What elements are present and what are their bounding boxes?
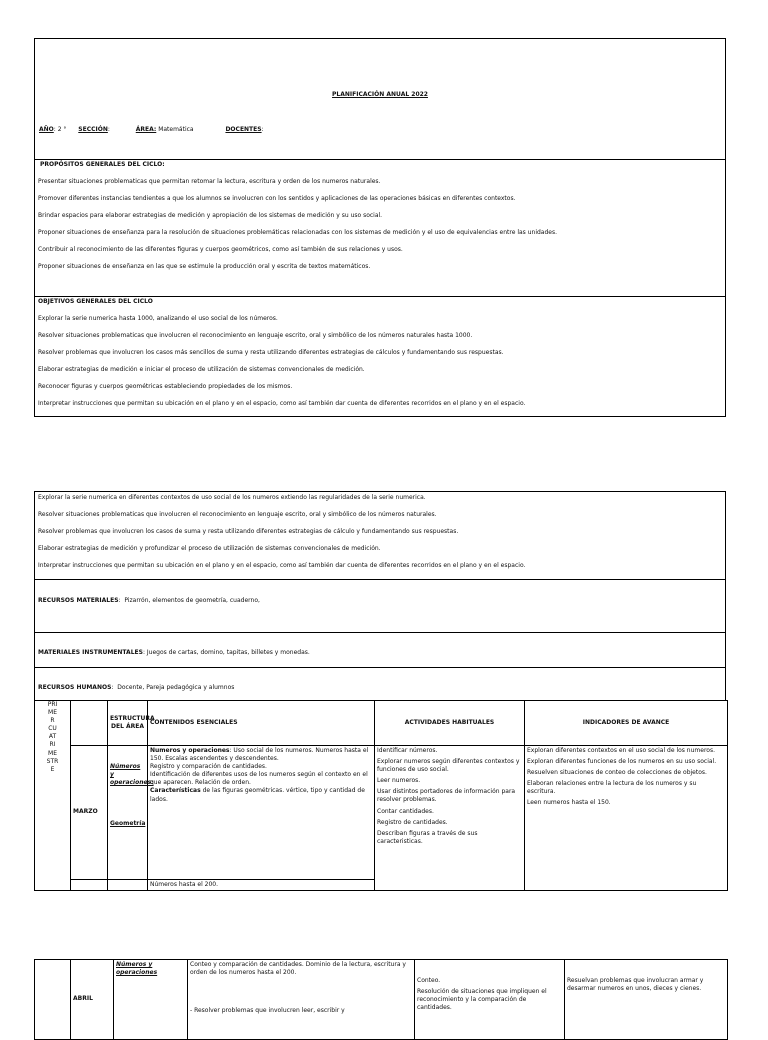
docentes-label: DOCENTES	[225, 126, 262, 133]
actividad-item: Resolución de situaciones que impliquen el reconocimiento y la comparación de cantidades.	[417, 988, 547, 1012]
recursos-humanos-label: RECURSOS HUMANOS	[38, 684, 112, 691]
recursos-humanos-value: Docente, Pareja pedagógica y alumnos	[117, 684, 235, 691]
indicador-item: Resuelvan problemas que involucran armar y desarmar numeros en unos, dieces y cienes.	[567, 977, 704, 993]
period-cell-abril	[35, 960, 71, 1040]
anio-label: AÑO	[39, 126, 54, 133]
contenido-numeros	[150, 747, 372, 763]
recursos-materiales: RECURSOS MATERIALES: Pizarrón, elementos de geometría, cuaderno,	[38, 597, 260, 604]
plan-title: PLANIFICACIÓN ANUAL 2022	[332, 91, 428, 98]
period-line: RI	[49, 741, 56, 749]
indicadores-cell-marzo	[525, 746, 728, 891]
materiales-instrumentales-label: MATERIALES INSTRUMENTALES	[38, 649, 143, 656]
proposito-item: Brindar espacios para elaborar estrategias de medición y apropiación de los sistemas de medición y su uso social.	[38, 212, 383, 219]
estructura-empty-cell	[108, 880, 148, 891]
objetivo-item: Reconocer figuras y cuerpos geométricas estableciendo propiedades de los mismos.	[38, 383, 293, 390]
estructura-numeros-abril: Números y operaciones	[116, 961, 158, 977]
contenido-line: Conteo y comparación de cantidades. Dominio de la lectura, escritura y orden de los numeros hasta el 200.	[190, 961, 406, 977]
col-header-estructura: ESTRUCTURA DEL ÁREA	[108, 701, 148, 746]
objetivo-anio-item: Elaborar estrategias de medición y profundizar el proceso de utilización de sistemas convencionales de medición.	[38, 545, 381, 552]
objetivo-item: Explorar la serie numerica hasta 1000, analizando el uso social de los números.	[38, 315, 278, 322]
objetivo-item: Elaborar estrategias de medición e iniciar el proceso de utilización de sistemas convencionales de medición.	[38, 366, 365, 373]
estructura-cell-marzo	[108, 746, 154, 880]
contenidos-cell-marzo	[148, 746, 375, 880]
contenido-line: - Resolver problemas que involucren leer, escribir y	[190, 1007, 345, 1015]
proposito-item: Proponer situaciones de enseñanza en las que se estimule la producción oral y escrita de textos matemáticos.	[38, 263, 371, 270]
contenido-caracteristicas-text: de las figuras geométricas. vértice, tipo y cantidad de lados.	[150, 787, 365, 803]
header-block	[34, 38, 726, 417]
period-line: E	[50, 765, 55, 773]
period-line: ME	[48, 749, 57, 757]
period-line: ME	[48, 709, 57, 717]
month-abril: ABRIL	[71, 960, 114, 1040]
objetivo-anio-item: Resolver problemas que involucren los casos de suma y resta utilizando diferentes estrategias de cálculo y fundamentando sus respuestas.	[38, 528, 459, 535]
indicador-item: Leen numeros hasta el 150.	[527, 799, 611, 807]
divider	[35, 159, 725, 160]
period-line: R	[50, 717, 55, 725]
recursos-materiales-label: RECURSOS MATERIALES	[38, 597, 119, 604]
planning-table	[34, 700, 728, 891]
actividades-cell-marzo	[375, 746, 525, 891]
period-line: CU	[48, 725, 57, 733]
objetivo-anio-item: Explorar la serie numerica en diferentes contextos de uso social de los numeros extiendo las regularidades de la serie numerica.	[38, 494, 426, 501]
actividad-item: Contar cantidades.	[377, 807, 434, 815]
estructura-cell-abril	[114, 960, 188, 1040]
objetivos-title: OBJETIVOS GENERALES DEL CICLO	[38, 298, 153, 305]
divider	[35, 579, 725, 580]
indicador-item: Resuelven situaciones de conteo de colecciones de objetos.	[527, 769, 707, 777]
actividad-item: Leer numeros.	[377, 777, 421, 785]
actividad-item: Describan figuras a través de sus caracteristicas.	[377, 829, 478, 845]
recursos-humanos: RECURSOS HUMANOS: Docente, Pareja pedagógica y alumnos	[38, 684, 235, 691]
col-header-actividades: ACTIVIDADES HABITUALES	[375, 701, 525, 746]
actividad-item: Registro de cantidades.	[377, 818, 448, 826]
anio-value: 2 °	[57, 126, 67, 133]
actividad-item: Identificar números.	[377, 747, 438, 754]
col-header-contenidos: CONTENIDOS ESENCIALES	[148, 701, 375, 746]
objetivos-anio-block	[34, 491, 726, 700]
estructura-numeros: Números y operaciones:	[110, 763, 154, 787]
month-header-cell	[71, 701, 108, 746]
proposito-item: Contribuir al reconocimiento de las diferentes figuras y cuerpos geométricos, como así también de sus relaciones y usos.	[38, 246, 403, 253]
contenido-numeros-text: : Uso social de los numeros. Numeros hasta el 150. Escalas ascendentes y descendentes.	[150, 747, 369, 763]
contenido-line: Registro y comparación de cantidades.	[150, 763, 267, 771]
contenido-extra: Números hasta el 200.	[148, 880, 375, 891]
month-empty-cell	[71, 880, 108, 891]
period-line: AT	[48, 733, 57, 741]
divider	[35, 667, 725, 668]
indicadores-cell-abril	[565, 960, 728, 1040]
proposito-item: Promover diferentes instancias tendientes a que los alumnos se involucren con los sentidos y aplicaciones de las operaciones básicas en diferentes contextos.	[38, 195, 516, 202]
contenido-caracteristicas-label: Características	[150, 787, 201, 795]
proposito-item: Presentar situaciones problematicas que permitan retomar la lectura, escritura y orden de los numeros naturales.	[38, 178, 381, 185]
recursos-materiales-value: Pizarrón, elementos de geometría, cuaderno,	[124, 597, 260, 604]
period-line: PRI	[47, 701, 58, 708]
contenidos-cell-abril	[188, 960, 415, 1040]
contenido-line: Identificación de diferentes usos de los numeros según el contexto en el que aparecen. Relación de orden.	[150, 771, 368, 787]
header-info-row: AÑO: 2 ° SECCIÓN: ÁREA: Matemática DOCENTES:	[39, 126, 264, 133]
contenido-caracteristicas	[150, 787, 372, 803]
period-line: STR	[46, 757, 59, 765]
seccion-label: SECCIÓN	[78, 126, 108, 133]
indicador-item: Exploran diferentes funciones de los numeros en su uso social.	[527, 758, 717, 766]
objetivo-item: Interpretar instrucciones que permitan su ubicación en el plano y en el espacio, como así también dar cuenta de diferentes recorridos en el plano y en el espacio.	[38, 400, 526, 407]
actividad-item: Explorar numeros según diferentes contextos y funciones de uso social.	[377, 758, 520, 774]
month-marzo: MARZO	[71, 746, 108, 880]
contenido-numeros-label: Numeros y operaciones	[150, 747, 230, 754]
divider	[35, 632, 725, 633]
propositos-title: PROPÓSITOS GENERALES DEL CICLO:	[40, 161, 165, 168]
objetivo-item: Resolver problemas que involucren los casos más sencillos de suma y resta utilizando diferentes estrategias de cálculos y fundamentando sus respuestas.	[38, 349, 504, 356]
planning-table-abril	[34, 959, 728, 1040]
indicador-item: Exploran diferentes contextos en el uso social de los numeros.	[527, 747, 715, 754]
divider	[35, 296, 725, 297]
objetivo-item: Resolver situaciones problematicas que involucren el reconocimiento en lenguaje escrito, oral y simbólico de los números naturales hasta 1000.	[38, 332, 473, 339]
area-value: Matemática	[158, 126, 194, 133]
actividad-item: Conteo.	[417, 977, 441, 984]
materiales-instrumentales-value: Juegos de cartas, domino, tapitas, billetes y monedas.	[146, 649, 310, 656]
area-label: ÁREA:	[135, 126, 157, 133]
objetivo-anio-item: Interpretar instrucciones que permitan su ubicación en el plano y en el espacio, como así también dar cuenta de diferentes recorridos en el plano y en el espacio.	[38, 562, 526, 569]
col-header-indicadores: INDICADORES DE AVANCE	[525, 701, 728, 746]
period-label	[35, 701, 71, 891]
objetivo-anio-item: Resolver situaciones problematicas que involucren el reconocimiento en lenguaje escrito, oral y simbólico de los números naturales.	[38, 511, 437, 518]
estructura-geometria: Geometría	[110, 820, 146, 828]
materiales-instrumentales: MATERIALES INSTRUMENTALES: Juegos de cartas, domino, tapitas, billetes y monedas.	[38, 649, 310, 656]
proposito-item: Proponer situaciones de enseñanza para la resolución de situaciones problemáticas relacionadas con los sistemas de medición y el uso de equivalencias entre las unidades.	[38, 229, 558, 236]
actividades-cell-abril	[415, 960, 565, 1040]
actividad-item: Usar distintos portadores de información para resolver problemas.	[377, 788, 516, 804]
indicador-item: Elaboran relaciones entre la lectura de los numeros y su escritura.	[527, 780, 697, 796]
